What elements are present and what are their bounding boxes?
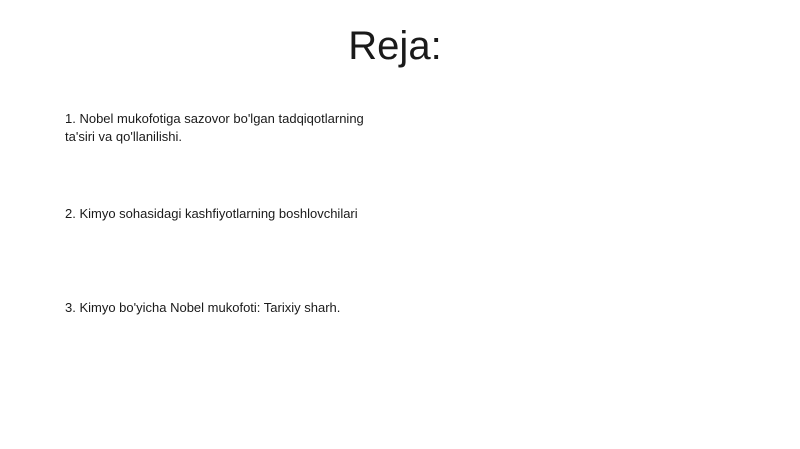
plan-item-1: 1. Nobel mukofotiga sazovor bo'lgan tadqiqotlarning ta'siri va qo'llanilishi. [65,111,364,144]
plan-item-3: 3. Kimyo bo'yicha Nobel mukofoti: Tarixiy sharh. [65,300,341,315]
slide-title: Reja: [348,24,442,68]
plan-item-2: 2. Kimyo sohasidagi kashfiyotlarning boshlovchilari [65,206,358,221]
